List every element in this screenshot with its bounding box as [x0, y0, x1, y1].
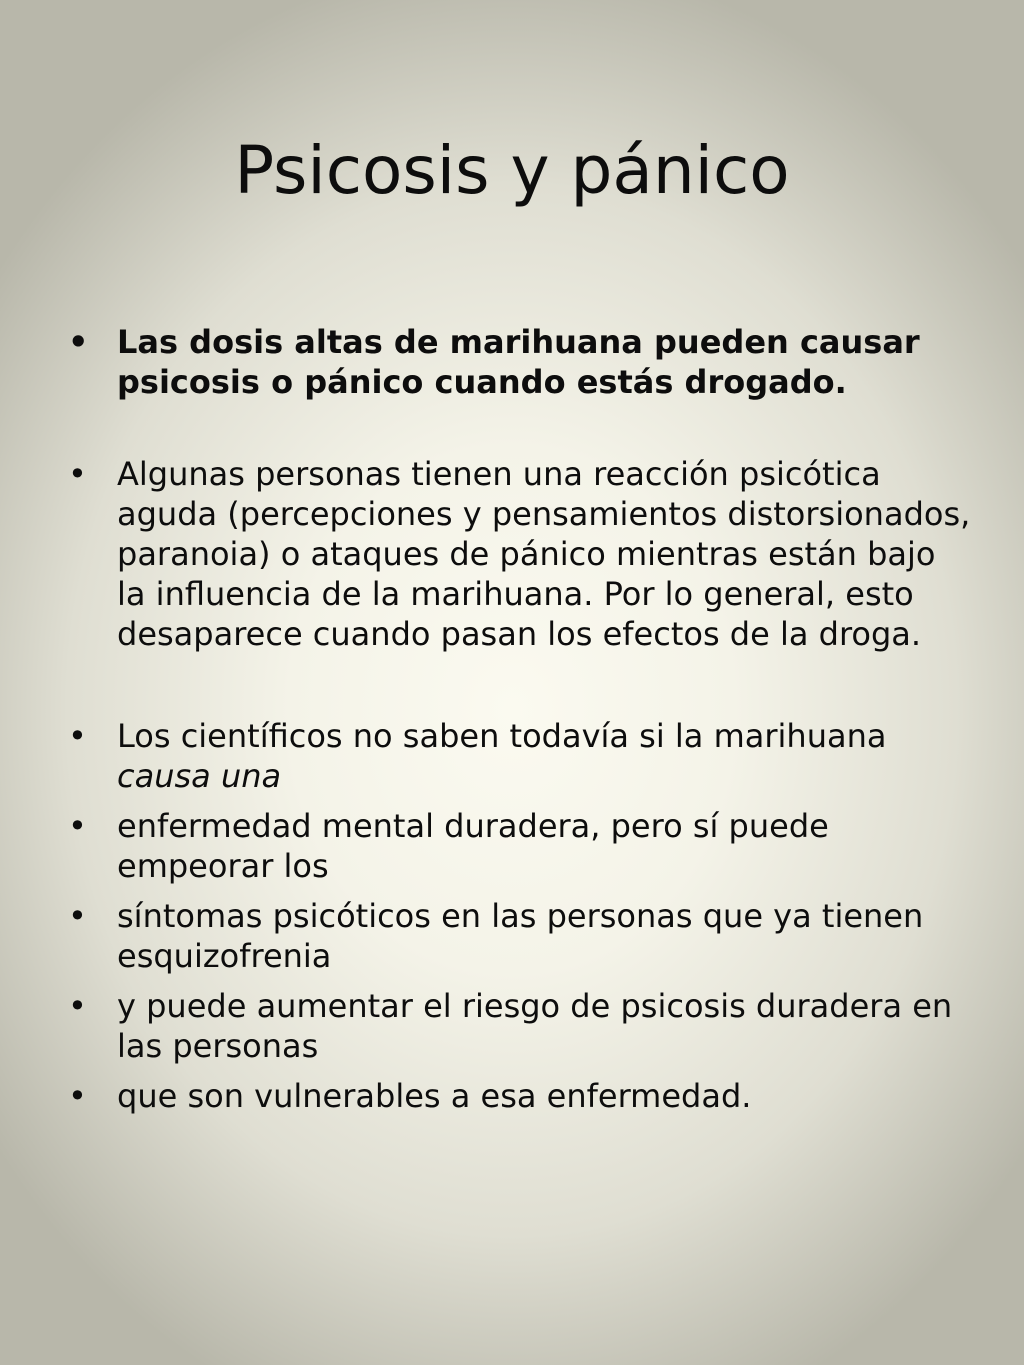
- bullet-text: síntomas psicóticos en las personas que ya tienen esquizofrenia: [117, 897, 924, 975]
- bullet-icon: •: [68, 987, 87, 1025]
- bullet-item: [62, 986, 972, 1066]
- bullet-item: [62, 716, 972, 796]
- bullet-text: enfermedad mental duradera, pero sí puede empeorar los: [117, 807, 829, 885]
- bullet-text: Las dosis altas de marihuana pueden causar psicosis o pánico cuando estás drogado.: [117, 323, 920, 401]
- bullet-text: y puede aumentar el riesgo de psicosis duradera en las personas: [117, 987, 953, 1065]
- bullet-icon: •: [68, 323, 89, 361]
- bullet-text: que son vulnerables a esa enfermedad.: [117, 1077, 752, 1115]
- bullet-list: [62, 322, 972, 1116]
- bullet-item: [62, 806, 972, 886]
- bullet-item: [62, 322, 972, 402]
- bullet-item: [62, 454, 972, 654]
- bullet-item: [62, 896, 972, 976]
- bullet-text: Los científicos no saben todavía si la marihuana: [117, 717, 887, 755]
- bullet-icon: •: [68, 717, 87, 755]
- bullet-icon: •: [68, 807, 87, 845]
- bullet-icon: •: [68, 1077, 87, 1115]
- bullet-icon: •: [68, 897, 87, 935]
- slide-title: Psicosis y pánico: [234, 132, 790, 209]
- bullet-item: [62, 1076, 972, 1116]
- bullet-icon: •: [68, 455, 87, 493]
- bullet-text: Algunas personas tienen una reacción psicótica aguda (percepciones y pensamientos distorsionados, paranoia) o ataques de pánico mientras están bajo la influencia de la marihuana. Por lo general, esto desaparece cuando pasan los efectos de la droga.: [117, 455, 971, 653]
- bullet-text-italic: causa una: [117, 757, 282, 795]
